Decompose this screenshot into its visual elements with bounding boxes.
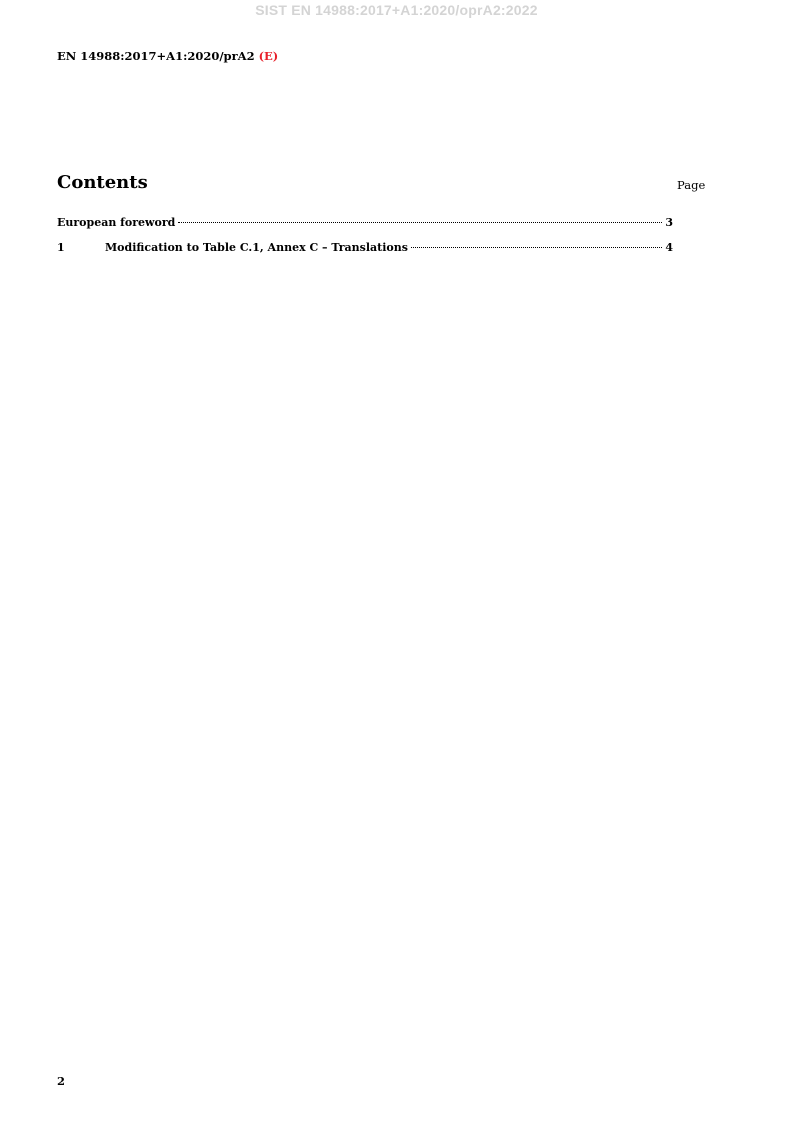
toc-leader-dots — [178, 221, 662, 223]
language-code: (E) — [258, 49, 279, 63]
watermark: SIST EN 14988:2017+A1:2020/oprA2:2022 — [255, 2, 538, 18]
toc-entry-title[interactable]: Modification to Table C.1, Annex C – Translations — [105, 241, 408, 254]
toc-entry-page[interactable]: 3 — [665, 216, 673, 229]
page-column-label: Page — [677, 178, 706, 192]
toc-entry-title[interactable]: European foreword — [57, 216, 176, 229]
document-id: EN 14988:2017+A1:2020/prA2 — [57, 49, 255, 63]
toc-entry-page[interactable]: 4 — [665, 241, 673, 254]
contents-title: Contents — [57, 172, 148, 193]
toc-entry-number: 1 — [57, 241, 65, 254]
toc-entry-clause-1[interactable] — [57, 241, 673, 258]
toc-leader-dots — [411, 246, 662, 248]
page-number: 2 — [57, 1074, 66, 1088]
document-header — [57, 49, 278, 63]
table-of-contents — [57, 216, 673, 258]
toc-entry-foreword[interactable] — [57, 216, 673, 233]
